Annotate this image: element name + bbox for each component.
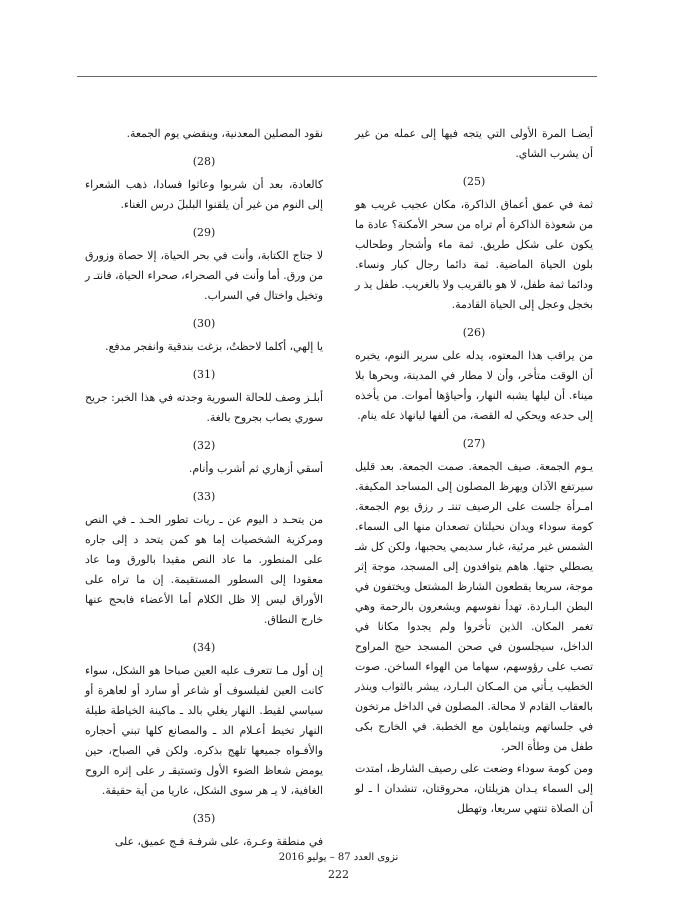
right-column: [355, 124, 593, 821]
footer-issue: نزوى العدد 87 – يوليو 2016: [278, 852, 399, 863]
paragraph: من يتحـد د اليوم عن ـ ريات تطور الحـد ـ في النص ومركزية الشخصيات إما هو كمن يتحد د إلى جاره على المنطور. ما عاد النص مقيدا بالورق وما عاد معقودا إلى السطور المستقيمة. إن ما تراه على الأوراق ليس إلا ظل الكلام أما الأعضاء فابحج عنها خارج النطاق.: [85, 513, 323, 626]
paragraph: ومن كومة سوداء وضعت على رصيف الشارظ، امتدت إلى السماء يـدان هزيلتان، محروقتان، تنشدان ا ـ لو أن الصلاة تنتهي سريعا، وتهطل: [355, 762, 593, 815]
paragraph: إن أول مـا تتعرف عليه العين صباحا هو الشكل، سواء كانت العين لفيلسوف أو شاعر أو سارد أو لعاهرة أو سياسي لقيط. النهار يغلي بالد ـ ماكينة الخياطة طيلة النهار تخيط أعـلام الد ـ والمصانع كلها تبني أحجاره والأفـواه جميعها تلهج بذكره. ولكن في الصباح، حين يومض شعاظ الضوء الأول وتستيقـ ر على إثره الروح الغافية، لا يـ هر سوى الشكل، عاريا من أية حقيقة.: [85, 664, 323, 797]
paragraph: أسقي أزهاري ثم أشرب وأنام.: [188, 462, 323, 475]
section-number: (34): [192, 641, 216, 654]
section-number: (33): [192, 490, 216, 503]
section-number: (29): [192, 226, 216, 239]
paragraph: من يراقب هذا المعتوه، يدله على سرير النوم، يخبره أن الوقت متأخر، وأن لا مطار في المدينة، وبحرها بلا ميناء. أن ليلها يشبه النهار، وأحياؤها أموات. من يأخذه إلى حدعه ويحكي له القصة، من ألفها ليانهاذ عله ينام.: [355, 349, 593, 422]
paragraph: يا إلهي، أكلما لاحظتُ، بزغت بندقية وانفجر مدفع.: [105, 340, 323, 353]
paragraph: كالعادة، بعد أن شربوا وعاثوا فسادا، ذهب الشعراء إلى النوم من غير أن يلقنوا البلبلَ درس الغناء.: [85, 178, 323, 211]
section-number: (28): [192, 155, 216, 168]
section-number: (25): [462, 175, 486, 188]
paragraph: في منطقة وعـرة، على شرفـة فـج عميق، على: [114, 835, 323, 848]
section-number: (27): [462, 437, 486, 450]
section-number: (32): [192, 439, 216, 452]
section-number: (31): [192, 368, 216, 381]
left-column: [85, 124, 323, 854]
paragraph: لا جتاج الكتابة، وأنت في بحر الحياة، إلا حصاة وزورق من ورق. أما وأنت في الصحراء، صحراء الحياة، فانتـ ر وتخيل واختال في السراب.: [85, 249, 323, 302]
paragraph: نقود المصلين المعدنية، وينقضي يوم الجمعة.: [126, 127, 323, 140]
page-number: 222: [328, 868, 349, 881]
paragraph: أيضـا المرة الأولى التي يتجه فيها إلى عمله من غير أن يشرب الشاي.: [355, 127, 593, 160]
header-rule: [77, 76, 597, 77]
paragraph: أبلـز وصف للحالة السورية وجدته في هذا الخبر: جريح سوري يصاب بجروح بالغة.: [85, 391, 323, 424]
section-number: (26): [462, 326, 486, 339]
paragraph: يـوم الجمعة. صيف الجمعة. صمت الجمعة. بعد قليل سيرتفع الآذان ويهرظ المصلون إلى المساجد المكيفة. امـرأة جلست على الرصيف تنتـ ر رزق يوم الجمعة. كومة سوداء ويدان نحيلتان تصعدان منها الى السماء. الشمس غير مرئية، غبار سديمي يحجبها، ولكن كل شـ يصطلي جتها. هاهم يتوافدون إلى المسجد، موجة إثر موجة، سريعا يقطعون الشارظ المشتعل ويختفون في البطن البـاردة. تهدأ نفوسهم ويشعرون بالرحمة وهي تغمر المكان. الذين تأخروا ولم يجدوا مكانا في الداخل، سيجلسون في صحن المسجد حيج المراوح تصب على رؤوسهم، سهاما من الهواء الساخن. صوت الخطيب يـأتي من المـكان البـارد، يبشر بالثواب وينذر بالعقاب القادم لا محالة. المصلون في الداخل مرتخون في جلساتهم ويتمايلون مع الخطبة. في الخارج بكى طفل من وطأة الحر.: [355, 460, 593, 753]
paragraph: ثمة في عمق أعماق الذاكرة، مكان عجيب غريب هو من شعوذة الذاكرة أم تراه من سحر الأمكنة؟ عادة ما يكون على شكل طريق. ثمة ماء وأشجار وطحالب بلون الحياة الماضية. ثمة دائما رجال كبار ونساء. ودائما ثمة طفل، لا هو بالقريب ولا بالغريب. طفل يذ ر بخجل وعجل إلى الحياة القادمة.: [355, 198, 593, 311]
section-number: (35): [192, 812, 216, 825]
section-number: (30): [192, 317, 216, 330]
